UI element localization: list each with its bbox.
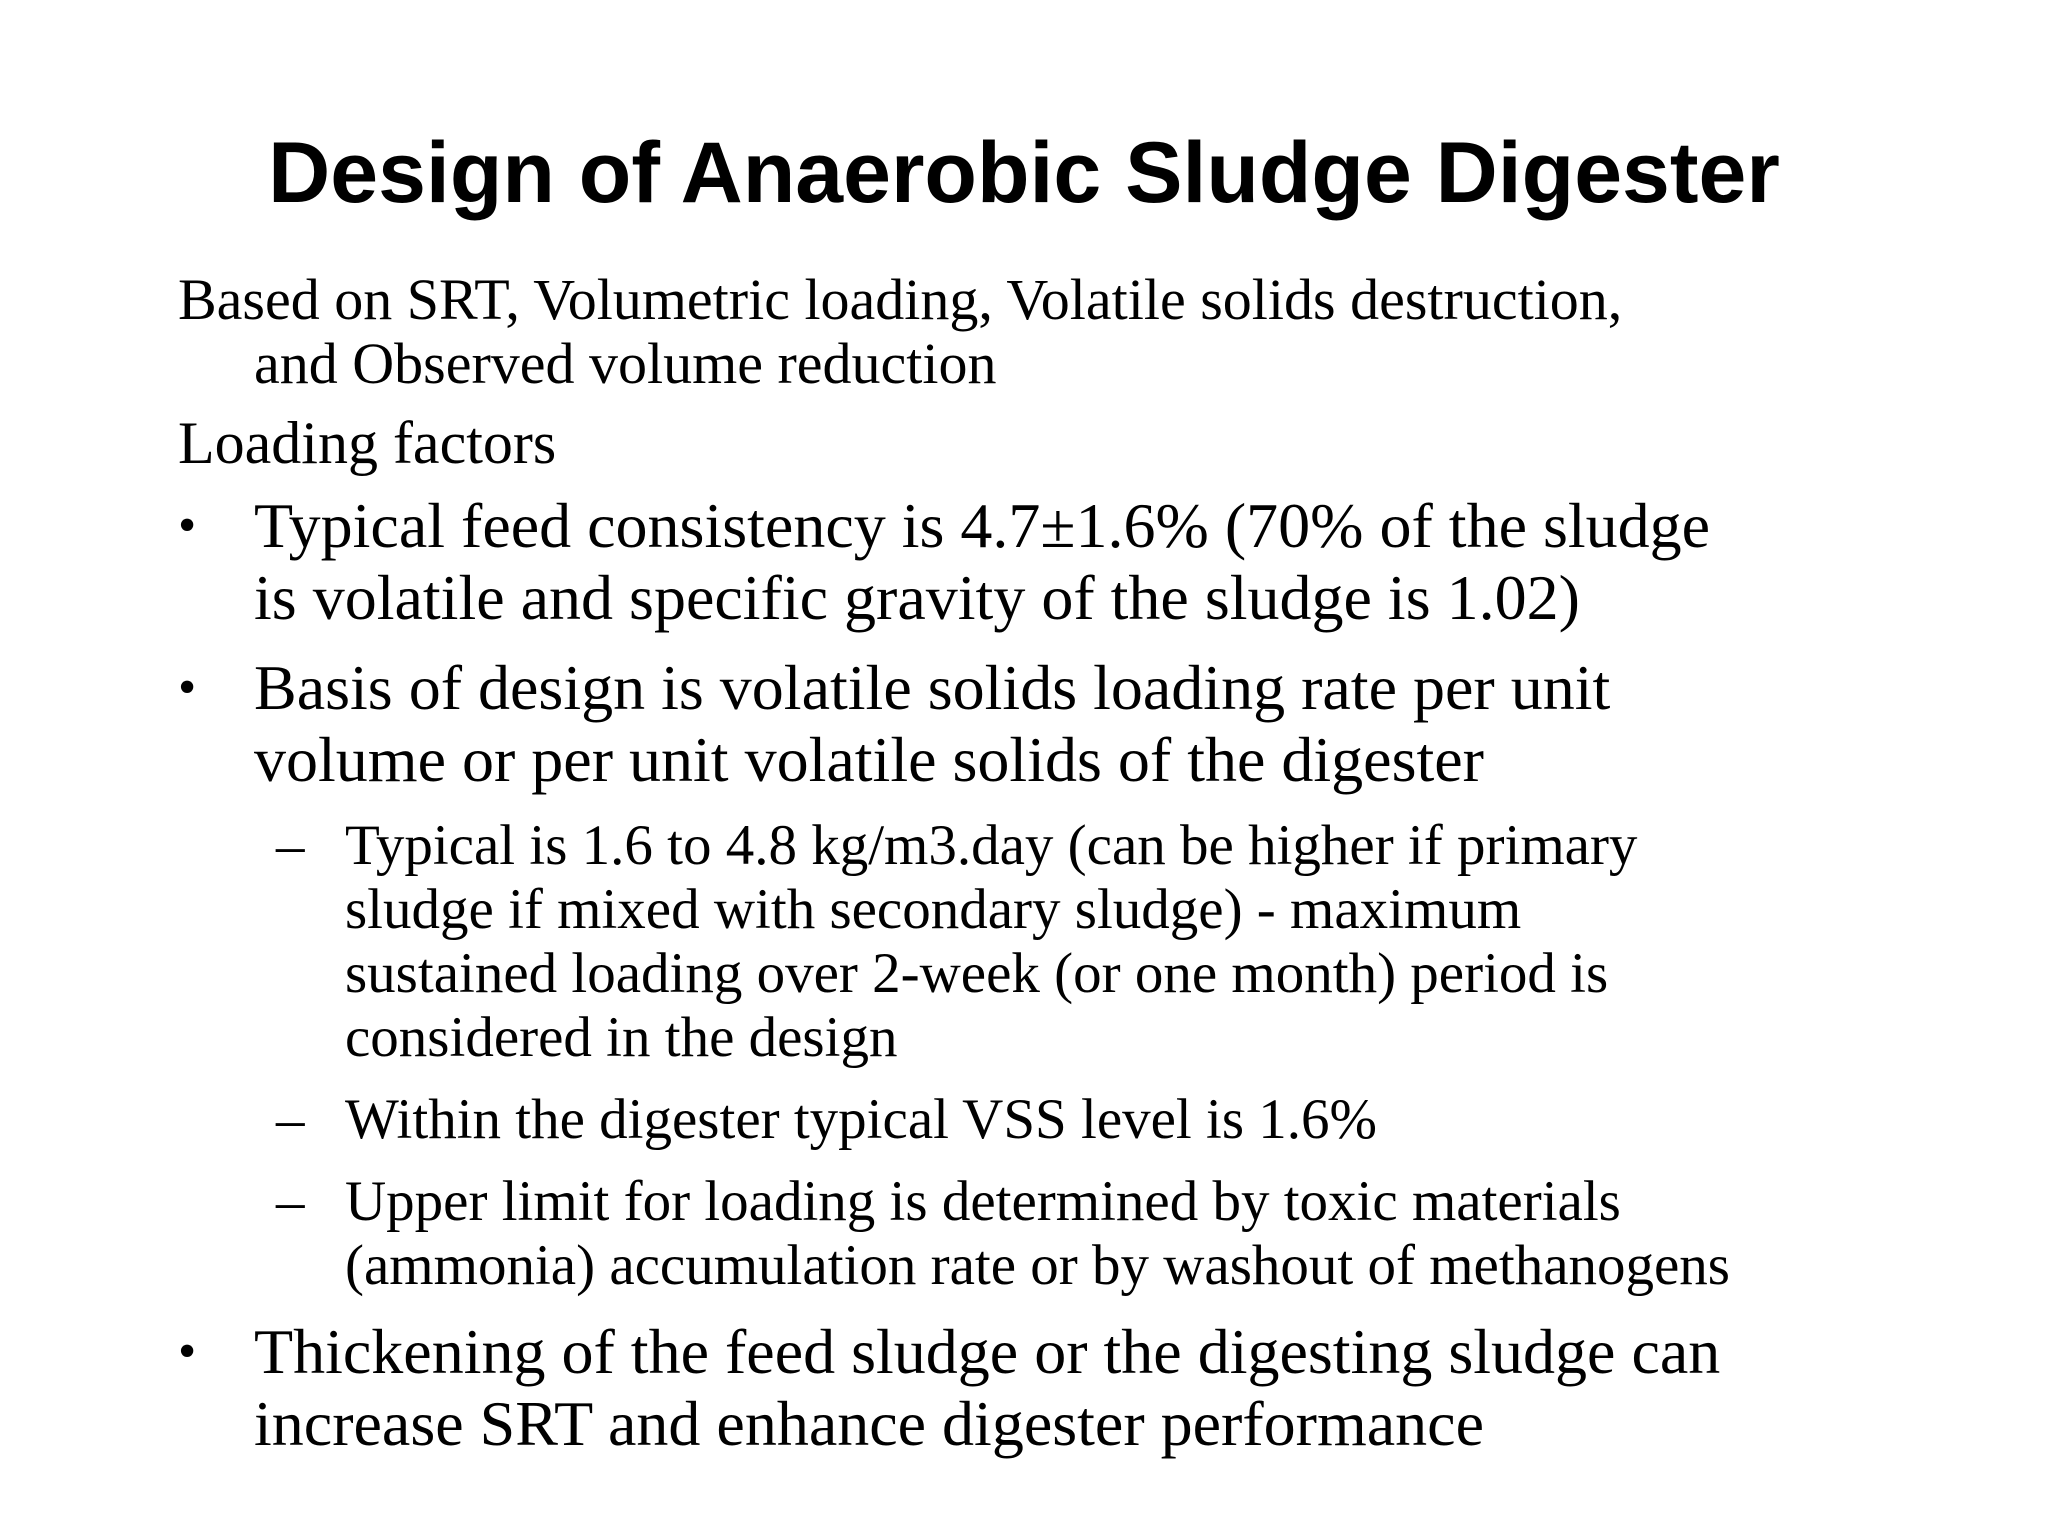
dash-icon: – xyxy=(276,814,305,877)
subitem-2-3 xyxy=(178,1170,1978,1298)
section-heading: Loading factors xyxy=(178,410,557,476)
bullet-3-line-2: increase SRT and enhance digester performance xyxy=(254,1388,1484,1459)
subitem-2-3-line-2: (ammonia) accumulation rate or by washout of methanogens xyxy=(345,1234,1730,1297)
subitem-2-1-line-1: Typical is 1.6 to 4.8 kg/m3.day (can be higher if primary xyxy=(345,814,1638,877)
subitem-2-2 xyxy=(178,1088,1978,1152)
bullet-item-1 xyxy=(178,490,1978,634)
dash-icon: – xyxy=(276,1170,305,1233)
subitem-2-1-line-4: considered in the design xyxy=(345,1006,898,1069)
subitem-2-1-line-3: sustained loading over 2-week (or one month) period is xyxy=(345,942,1609,1005)
subitem-2-1 xyxy=(178,814,1978,1070)
bullet-icon: • xyxy=(178,497,197,554)
bullet-icon: • xyxy=(178,659,197,716)
dash-icon: – xyxy=(276,1088,305,1151)
bullet-1-line-2: is volatile and specific gravity of the sludge is 1.02) xyxy=(254,562,1580,633)
subitem-2-2-line-1: Within the digester typical VSS level is 1.6% xyxy=(345,1088,1378,1151)
bullet-2-line-1: Basis of design is volatile solids loading rate per unit xyxy=(254,652,1611,723)
bullet-1-line-1: Typical feed consistency is 4.7±1.6% (70% of the sludge xyxy=(254,490,1711,561)
bullet-icon: • xyxy=(178,1323,197,1380)
bullet-3-line-1: Thickening of the feed sludge or the digesting sludge can xyxy=(254,1316,1721,1387)
subitem-2-1-line-2: sludge if mixed with secondary sludge) - maximum xyxy=(345,878,1522,941)
intro-line-1: Based on SRT, Volumetric loading, Volatile solids destruction, xyxy=(178,267,1623,332)
slide-body xyxy=(178,268,1978,1460)
intro-line-2: and Observed volume reduction xyxy=(254,331,997,396)
intro-paragraph xyxy=(178,268,1978,396)
bullet-2-line-2: volume or per unit volatile solids of the digester xyxy=(254,724,1484,795)
slide-title: Design of Anaerobic Sludge Digester xyxy=(268,125,1780,221)
bullet-item-3 xyxy=(178,1316,1978,1460)
bullet-item-2 xyxy=(178,652,1978,796)
subitem-2-3-line-1: Upper limit for loading is determined by toxic materials xyxy=(345,1170,1621,1233)
